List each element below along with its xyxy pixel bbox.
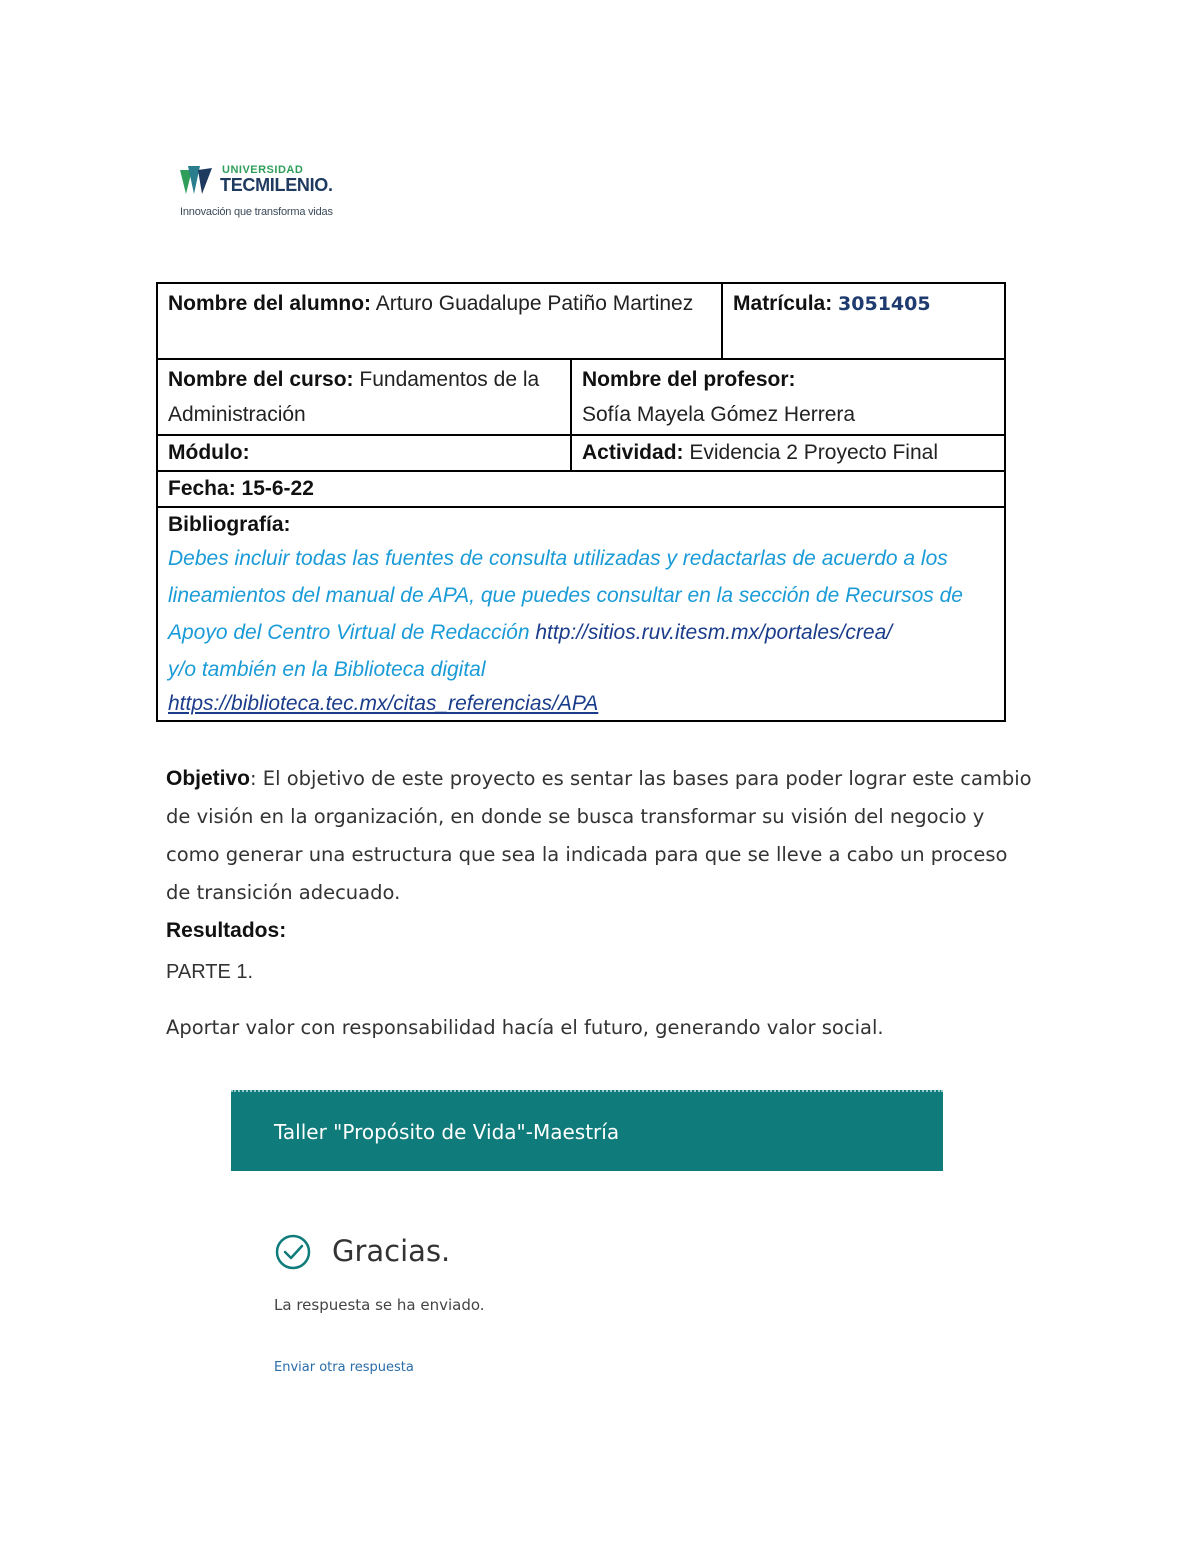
parte-label: PARTE 1. — [166, 961, 254, 983]
modulo-label: Módulo: — [168, 441, 250, 464]
alumno-value: Arturo Guadalupe Patiño Martinez — [375, 292, 694, 315]
curso-cell — [157, 359, 571, 435]
profesor-cell — [571, 359, 1005, 435]
bib-note-text: Debes incluir todas las fuentes de consulta utilizadas y redactarlas de acuerdo a los lineamientos del manual de APA, que puedes consultar en la sección de Recursos de Apoyo del Centro Virtual de Redacción — [168, 547, 963, 644]
resultados-heading: Resultados: — [166, 919, 287, 942]
actividad-value: Evidencia 2 Proyecto Final — [689, 441, 938, 464]
actividad-label: Actividad: — [582, 441, 684, 464]
tecmilenio-emblem-icon — [178, 164, 218, 198]
profesor-label: Nombre del profesor: — [582, 368, 796, 391]
response-sent-text: La respuesta se ha enviado. — [274, 1296, 485, 1314]
bib-apa-link[interactable]: https://biblioteca.tec.mx/citas_referencias/APA — [168, 692, 599, 715]
logo-universidad-text: UNIVERSIDAD — [222, 164, 304, 176]
objetivo-label: Objetivo — [166, 767, 251, 790]
bib-url[interactable]: http://sitios.ruv.itesm.mx/portales/crea/ — [535, 621, 893, 644]
alumno-cell — [157, 283, 722, 359]
logo-tagline: Innovación que transforma vidas — [180, 206, 333, 218]
check-circle-icon — [275, 1234, 311, 1270]
matricula-value: 3051405 — [838, 293, 931, 315]
send-another-link[interactable]: Enviar otra respuesta — [274, 1360, 414, 1375]
alumno-label: Nombre del alumno: — [168, 292, 372, 315]
form-header — [231, 1090, 943, 1171]
objetivo-text: : El objetivo de este proyecto es sentar las bases para poder lograr este cambio de visión en la organización, en donde se busca transformar su visión del negocio y como generar una estructura que sea la indicada para que se lleve a cabo un proceso de transición adecuado. — [166, 767, 1032, 904]
curso-value: Fundamentos de la Administración — [168, 368, 540, 426]
aportar-paragraph: Aportar valor con responsabilidad hacía el futuro, generando valor social. — [166, 1016, 884, 1039]
bibliografia-label: Bibliografía: — [168, 513, 291, 536]
modulo-cell — [157, 435, 571, 471]
bibliografia-note — [168, 540, 994, 651]
profesor-value: Sofía Mayela Gómez Herrera — [582, 403, 856, 426]
fecha-label: Fecha: 15-6-22 — [168, 477, 314, 500]
actividad-cell — [571, 435, 1005, 471]
curso-label: Nombre del curso: — [168, 368, 354, 391]
student-info-table — [156, 282, 1006, 722]
matricula-label: Matrícula: — [733, 292, 833, 315]
objetivo-paragraph — [166, 760, 1036, 912]
form-confirmation-screenshot — [231, 1090, 943, 1400]
tecmilenio-logo — [178, 160, 358, 222]
thanks-heading: Gracias. — [332, 1234, 451, 1268]
logo-name-text: TECMILENIO. — [220, 175, 333, 195]
matricula-cell — [722, 283, 1005, 359]
bib-note2: y/o también en la Biblioteca digital — [168, 658, 486, 681]
fecha-cell — [157, 471, 1005, 507]
form-title: Taller "Propósito de Vida"-Maestría — [274, 1120, 620, 1144]
bibliografia-cell — [157, 507, 1005, 721]
